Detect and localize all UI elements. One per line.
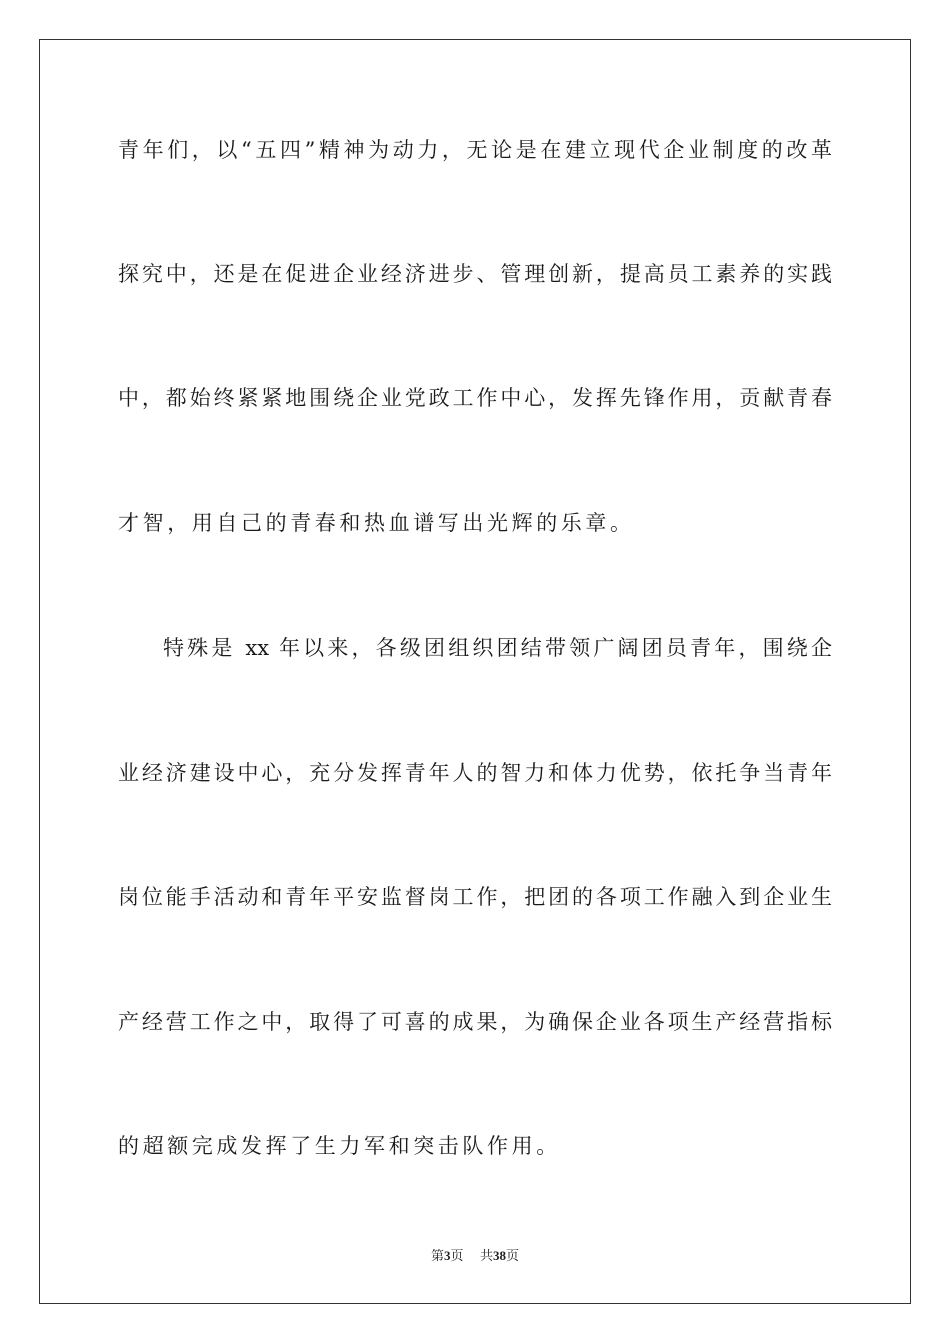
paragraph-1-line-1: 青年们，以“五四”精神为动力，无论是在建立现代企业制度的改革: [118, 138, 832, 162]
page-number: 3: [443, 1248, 451, 1263]
total-prefix: 共: [480, 1249, 494, 1264]
paragraph-1-line-2: 探究中，还是在促进企业经济进步、管理创新，提高员工素养的实践: [118, 262, 832, 286]
paragraph-2-line-5: 的超额完成发挥了生力军和突击队作用。: [118, 1134, 561, 1158]
page-border: [39, 39, 911, 1304]
paragraph-2-line-4: 产经营工作之中，取得了可喜的成果，为确保企业各项生产经营指标: [118, 1010, 832, 1034]
paragraph-2-line-3: 岗位能手活动和青年平安监督岗工作，把团的各项工作融入到企业生: [118, 885, 832, 909]
total-suffix: 页: [506, 1249, 520, 1264]
page-prefix: 第: [430, 1249, 444, 1264]
paragraph-1-line-4: 才智，用自己的青春和热血谱写出光辉的乐章。: [118, 511, 635, 535]
total-pages: 38: [493, 1248, 507, 1263]
paragraph-2-line-2: 业经济建设中心，充分发挥青年人的智力和体力优势，依托争当青年: [118, 761, 832, 785]
page-suffix: 页: [450, 1249, 464, 1264]
paragraph-1-line-3: 中，都始终紧紧地围绕企业党政工作中心，发挥先锋作用，贡献青春: [118, 386, 832, 410]
paragraph-2-line-1: 特殊是 xx 年以来，各级团组织团结带领广阔团员青年，围绕企: [163, 636, 832, 660]
page-footer: [0, 1247, 950, 1266]
